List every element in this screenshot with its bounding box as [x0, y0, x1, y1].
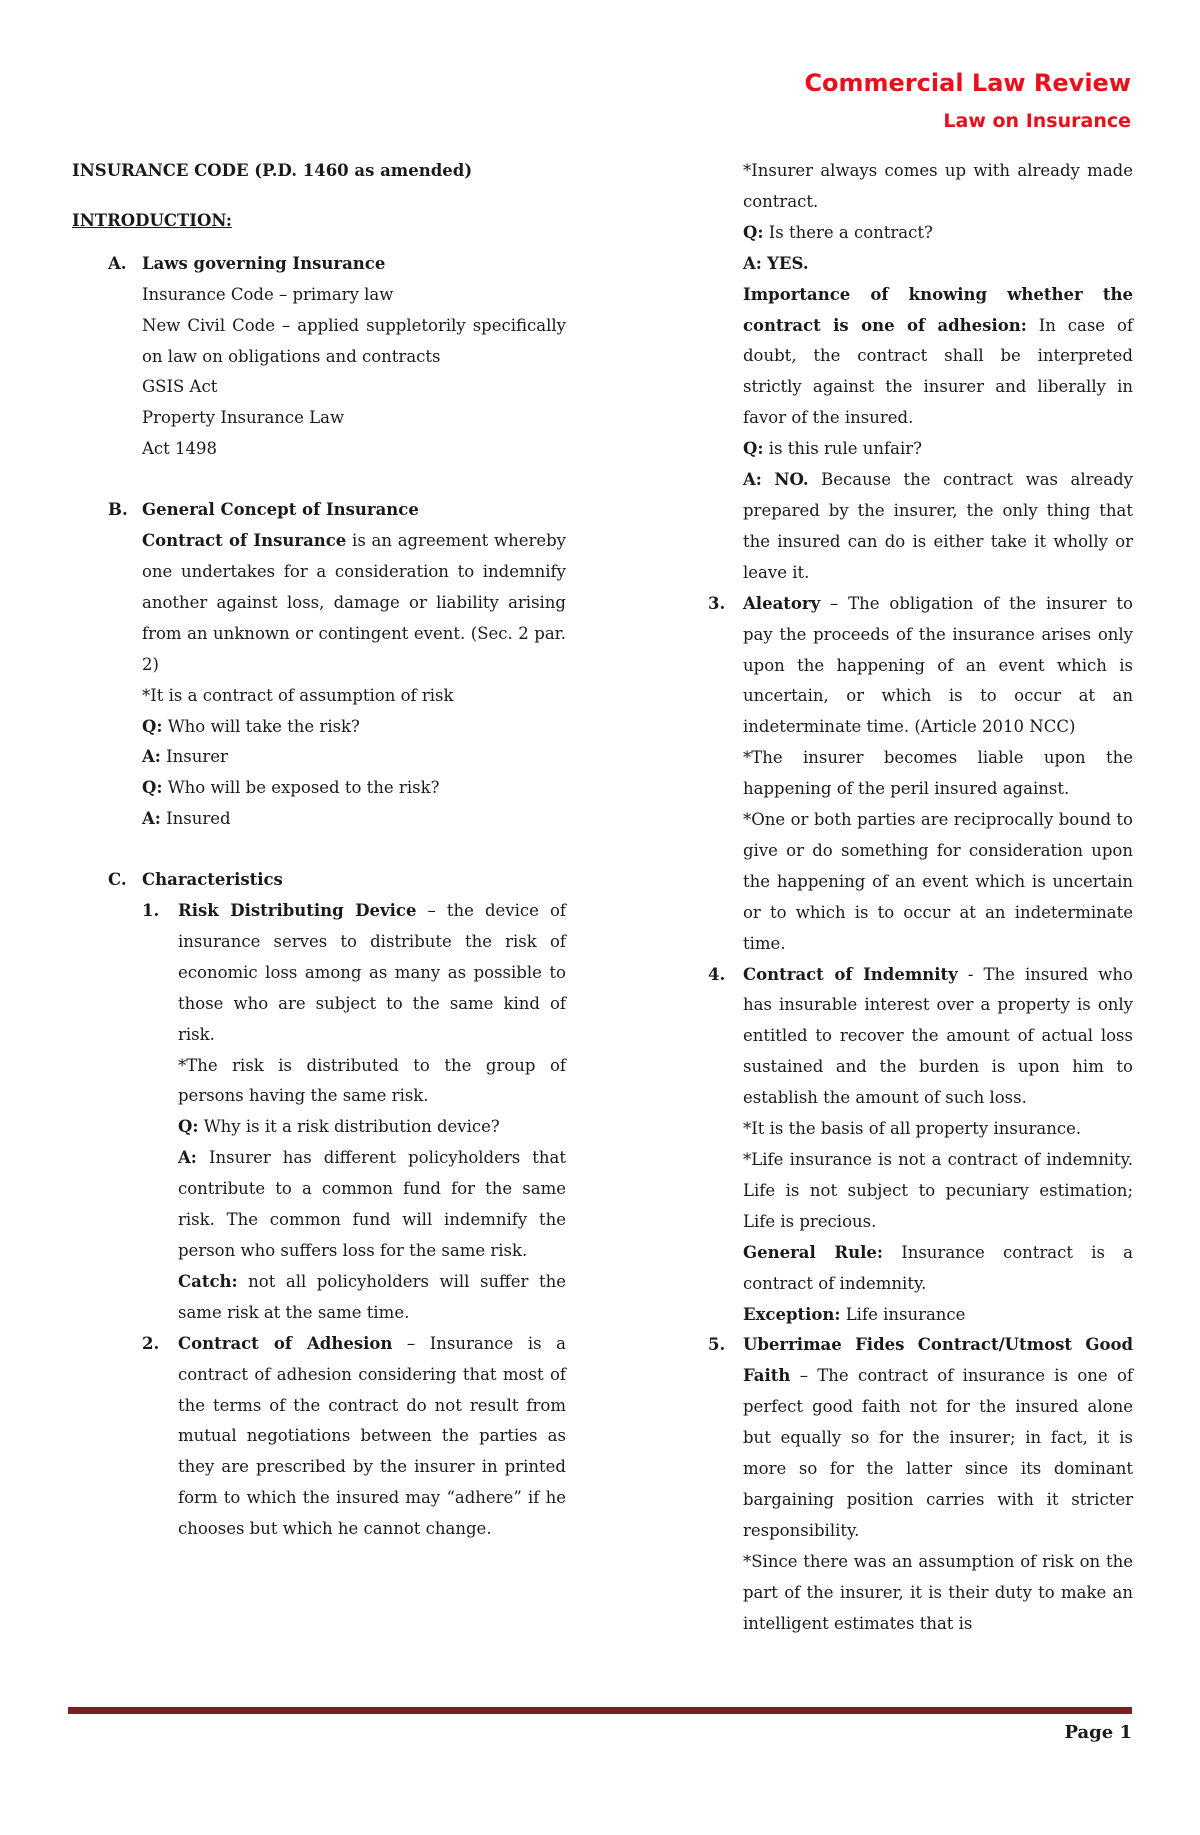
assumption-note: *It is a contract of assumption of risk: [142, 685, 454, 705]
item-note: *Life insurance is not a contract of indemnity. Life is not subject to pecuniary estimation; Life is precious.: [743, 1150, 1133, 1231]
section-a: [72, 249, 566, 465]
rule-label: General Rule:: [743, 1242, 883, 1262]
section-a-letter: A.: [108, 253, 127, 273]
unfair-answer: A: NO. Because the contract was already prepared by the insurer, the only thing that the insured can do is either take it wholly or leave it.: [743, 470, 1133, 582]
question-1: Q: Who will take the risk?: [142, 716, 360, 736]
answer-1: A: Insurer: [142, 747, 228, 767]
item-number: 3.: [708, 593, 726, 613]
item-term: Contract of Adhesion: [178, 1333, 393, 1353]
section-c-heading: Characteristics: [142, 870, 283, 890]
item-note: *The insurer becomes liable upon the happening of the peril insured against.: [743, 748, 1133, 799]
section-a-line-3: GSIS Act: [142, 377, 218, 397]
exception: Exception: Life insurance: [743, 1304, 966, 1324]
page-number: Page 1: [1064, 1722, 1132, 1743]
q-label: Q:: [743, 439, 764, 459]
characteristic-1: 1. Risk Distributing Device – the device of insurance serves to distribute the risk of economic loss among as many as possible to those who are subject to the same kind of risk. *The risk is distributed to the group of persons having the same risk. Q: Why is it a risk distribution device? A: Insurer has different policyholders that contribute to a common fund for the same risk. The common fund will indemnify the person who suffers loss for the same risk. Catch: not all policyholders will suffer the same risk at the same time.: [72, 896, 566, 1329]
section-a-line-4: Property Insurance Law: [142, 408, 345, 428]
item-catch: Catch: not all policyholders will suffer the same risk at the same time.: [178, 1271, 566, 1322]
q-label: Q:: [743, 222, 764, 242]
section-b: [72, 495, 566, 835]
item-number: 2.: [142, 1333, 160, 1353]
contract-answer: A: YES.: [743, 253, 809, 273]
item-note: *It is the basis of all property insurance.: [743, 1119, 1082, 1139]
right-column: [708, 156, 1134, 1640]
question-2: Q: Who will be exposed to the risk?: [142, 778, 440, 798]
contract-question: Q: Is there a contract?: [743, 222, 933, 242]
a-label: A:: [178, 1148, 197, 1168]
introduction-heading: INTRODUCTION:: [72, 210, 232, 230]
footer-rule: [68, 1707, 1132, 1714]
answer-2: A: Insured: [142, 809, 231, 829]
section-b-heading: General Concept of Insurance: [142, 500, 419, 520]
header-subtitle: Law on Insurance: [943, 110, 1131, 132]
made-contract-note: *Insurer always comes up with already made contract.: [743, 161, 1133, 211]
general-rule: General Rule: Insurance contract is a contract of indemnity.: [743, 1242, 1133, 1293]
importance-term: Importance of knowing whether the contract is one of adhesion:: [743, 284, 1133, 335]
document-title: INSURANCE CODE (P.D. 1460 as amended): [72, 161, 473, 180]
item-note: *One or both parties are reciprocally bound to give or do something for consideration upon the happening of an event which is uncertain or to which is to occur at an indeterminate time.: [743, 810, 1133, 953]
a-label: A:: [743, 470, 762, 490]
a-label: A:: [743, 253, 762, 273]
a-label: A:: [142, 747, 161, 767]
exception-label: Exception:: [743, 1304, 841, 1324]
item-term: Aleatory: [743, 593, 821, 613]
insurance-definition: [142, 526, 566, 681]
item-term: Risk Distributing Device: [178, 901, 417, 921]
left-column: [72, 156, 566, 1545]
section-c: [72, 865, 566, 896]
characteristic-3: 3. Aleatory – The obligation of the insurer to pay the proceeds of the insurance arises only upon the happening of an event which is uncertain, or which is to occur at an indeterminate time. (Article 2010 NCC) *The insurer becomes liable upon the happening of the peril insured against. *One or both parties are reciprocally bound to give or do something for consideration upon the happening of an event which is uncertain or to which is to occur at an indeterminate time.: [743, 589, 1133, 960]
section-a-line-2: New Civil Code – applied suppletorily specifically on law on obligations and contracts: [142, 315, 566, 366]
section-b-letter: B.: [108, 500, 128, 520]
section-a-line-5: Act 1498: [142, 439, 218, 459]
item-note: *Since there was an assumption of risk on the part of the insurer, it is their duty to make an intelligent estimates that is: [743, 1551, 1133, 1633]
a-label: A:: [142, 809, 161, 829]
definition-text: is an agreement whereby one undertakes for a consideration to indemnify another against loss, damage or liability arising from an unknown or contingent event. (Sec. 2 par. 2): [142, 531, 566, 674]
section-a-heading: Laws governing Insurance: [142, 253, 386, 273]
item-number: 4.: [708, 964, 726, 984]
header-title: Commercial Law Review: [804, 69, 1131, 97]
item-note: *The risk is distributed to the group of persons having the same risk.: [178, 1055, 566, 1106]
q-label: Q:: [178, 1117, 199, 1137]
page-header: [804, 66, 1131, 136]
section-a-line-1: Insurance Code – primary law: [142, 284, 394, 304]
catch-label: Catch:: [178, 1271, 238, 1291]
importance-paragraph: Importance of knowing whether the contract is one of adhesion: In case of doubt, the contract shall be interpreted strictly against the insurer and liberally in favor of the insured.: [743, 284, 1134, 428]
characteristic-4: 4. Contract of Indemnity - The insured who has insurable interest over a property is only entitled to recover the amount of actual loss sustained and the burden is upon him to establish the amount of such loss. *It is the basis of all property insurance. *Life insurance is not a contract of indemnity. Life is not subject to pecuniary estimation; Life is precious. General Rule: Insurance contract is a contract of indemnity. Exception: Life insurance: [743, 960, 1133, 1331]
item-question: Q: Why is it a risk distribution device?: [178, 1117, 500, 1137]
definition-term: Contract of Insurance: [142, 531, 347, 551]
characteristic-2: 2. Contract of Adhesion – Insurance is a contract of adhesion considering that most of the terms of the contract do not result from mutual negotiations between the parties as they are prescribed by the insurer in printed form to which the insured may “adhere” if he chooses but which he cannot change.: [72, 1329, 566, 1545]
characteristic-5: 5. Uberrimae Fides Contract/Utmost Good Faith – The contract of insurance is one of perfect good faith not for the insured alone but equally so for the insurer; in fact, it is more so for the latter since its dominant bargaining position carries with it stricter responsibility. *Since there was an assumption of risk on the part of the insurer, it is their duty to make an intelligent estimates that is: [743, 1330, 1133, 1639]
unfair-question: Q: is this rule unfair?: [743, 439, 922, 459]
section-c-letter: C.: [108, 870, 127, 890]
item-answer: A: Insurer has different policyholders that contribute to a common fund for the same risk. The common fund will indemnify the person who suffers loss for the same risk.: [178, 1148, 566, 1260]
q-label: Q:: [142, 716, 163, 736]
q-label: Q:: [142, 778, 163, 798]
item-term: Contract of Indemnity: [743, 964, 958, 984]
item-number: 5.: [708, 1335, 726, 1355]
item-term: Uberrimae Fides Contract/Utmost Good Faith: [743, 1335, 1133, 1386]
item-number: 1.: [142, 901, 160, 921]
